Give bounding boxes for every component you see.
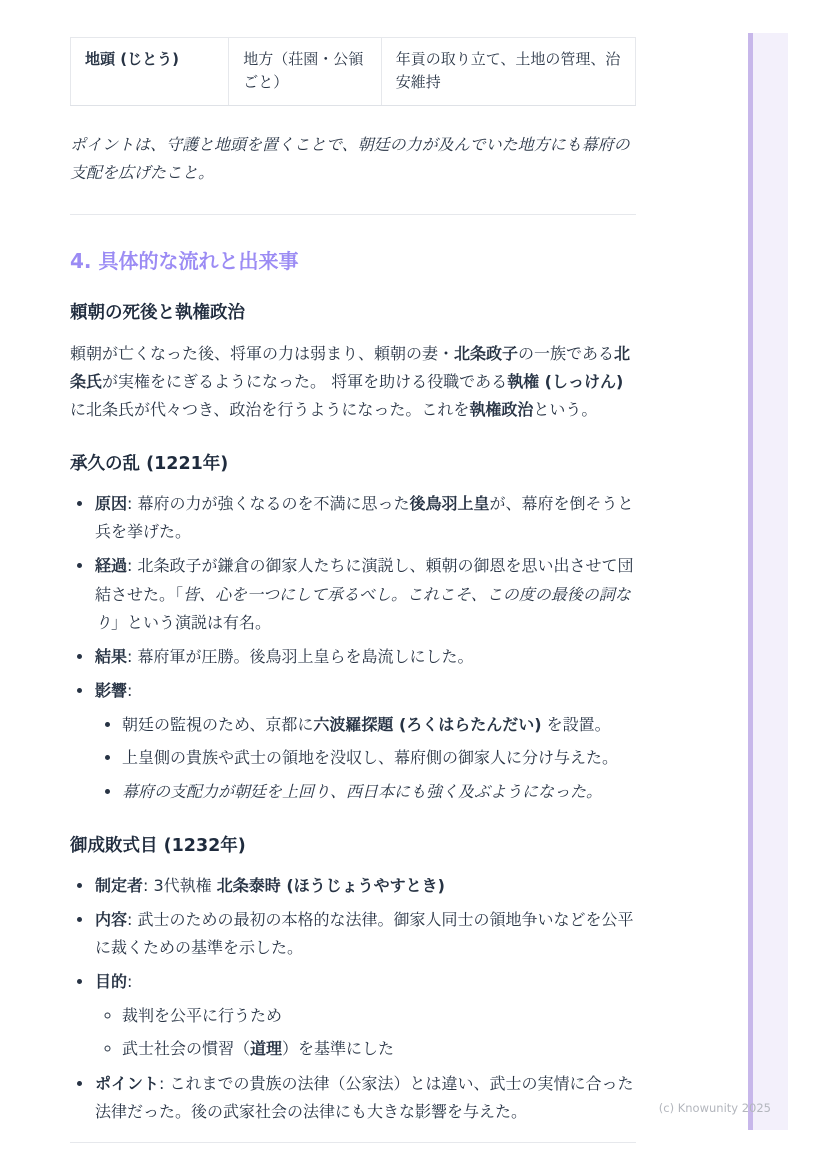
jokyu-bullet-list [70,490,636,806]
list-item [94,968,636,1063]
table-cell-duty: 年貢の取り立て、土地の管理、治安維持 [381,38,635,106]
list-item: • 朝廷の監視のため、京都に六波羅探題 (ろくはらたんだい) を設置。 [122,711,636,739]
point-note: ポイントは、守護と地頭を置くことで、朝廷の力が及んでいた地方にも幕府の支配を広げたこと。 [70,135,630,183]
list-item: • 幕府の支配力が朝廷を上回り、西日本にも強く及ぶようになった。 [122,778,636,806]
jokyu-impact-sublist [95,711,636,805]
subsection-title-shikken: 頼朝の死後と執権政治 [70,302,245,323]
paragraph-shikken: 頼朝が亡くなった後、将軍の力は弱まり、頼朝の妻・北条政子の一族である北条氏が実権をにぎるようになった。 将軍を助ける役職である執権 (しっけん) に北条氏が代々つき、政治を行うようになった。これを執権政治という。 [70,343,631,420]
section-divider-bottom [70,1142,636,1143]
list-item: • 制定者: 3代執権 北条泰時 (ほうじょうやすとき) [94,872,636,900]
list-item: ◦ 武士社会の慣習（道理）を基準にした [122,1035,636,1063]
list-item: • ポイント: これまでの貴族の法律（公家法）とは違い、武士の実情に合った法律だった。後の武家社会の法律にも大きな影響を与えた。 [94,1070,636,1126]
list-item-label: 目的: [95,972,133,992]
duty-table [70,37,636,106]
table-cell-area: 地方（荘園・公領ごと） [229,38,382,106]
scrollbar[interactable] [748,33,788,1130]
table-row [71,38,636,106]
list-item: • 結果: 幕府軍が圧勝。後鳥羽上皇らを島流しにした。 [94,643,636,671]
section-divider-top [70,214,636,215]
subsection-title-jokyu: 承久の乱 (1221年) [70,454,229,475]
section-heading: 4. 具体的な流れと出来事 [70,248,299,273]
list-item: • 上皇側の貴族や武士の領地を没収し、幕府側の御家人に分け与えた。 [122,744,636,772]
goseibai-bullet-list [70,872,636,1126]
goseibai-purpose-sublist [95,1002,636,1063]
list-item: ◦ 裁判を公平に行うため [122,1002,636,1030]
table-cell-role: 地頭 (じとう) [71,38,229,106]
list-item: • 原因: 幕府の力が強くなるのを不満に思った後鳥羽上皇が、幕府を倒そうと兵を挙げた。 [94,490,636,546]
subsection-title-goseibai: 御成敗式目 (1232年) [70,835,246,856]
list-item-label: 影響: [95,681,133,701]
document-content [70,0,636,1143]
list-item: • 内容: 武士のための最初の本格的な法律。御家人同士の領地争いなどを公平に裁くための基準を示した。 [94,906,636,962]
list-item: • 経過: 北条政子が鎌倉の御家人たちに演説し、頼朝の御恩を思い出させて団結させた。「皆、心を一つにして承るべし。これこそ、この度の最後の詞なり」という演説は有名。 [94,552,636,636]
list-item [94,677,636,806]
copyright-label: (c) Knowunity 2025 [658,1101,771,1115]
